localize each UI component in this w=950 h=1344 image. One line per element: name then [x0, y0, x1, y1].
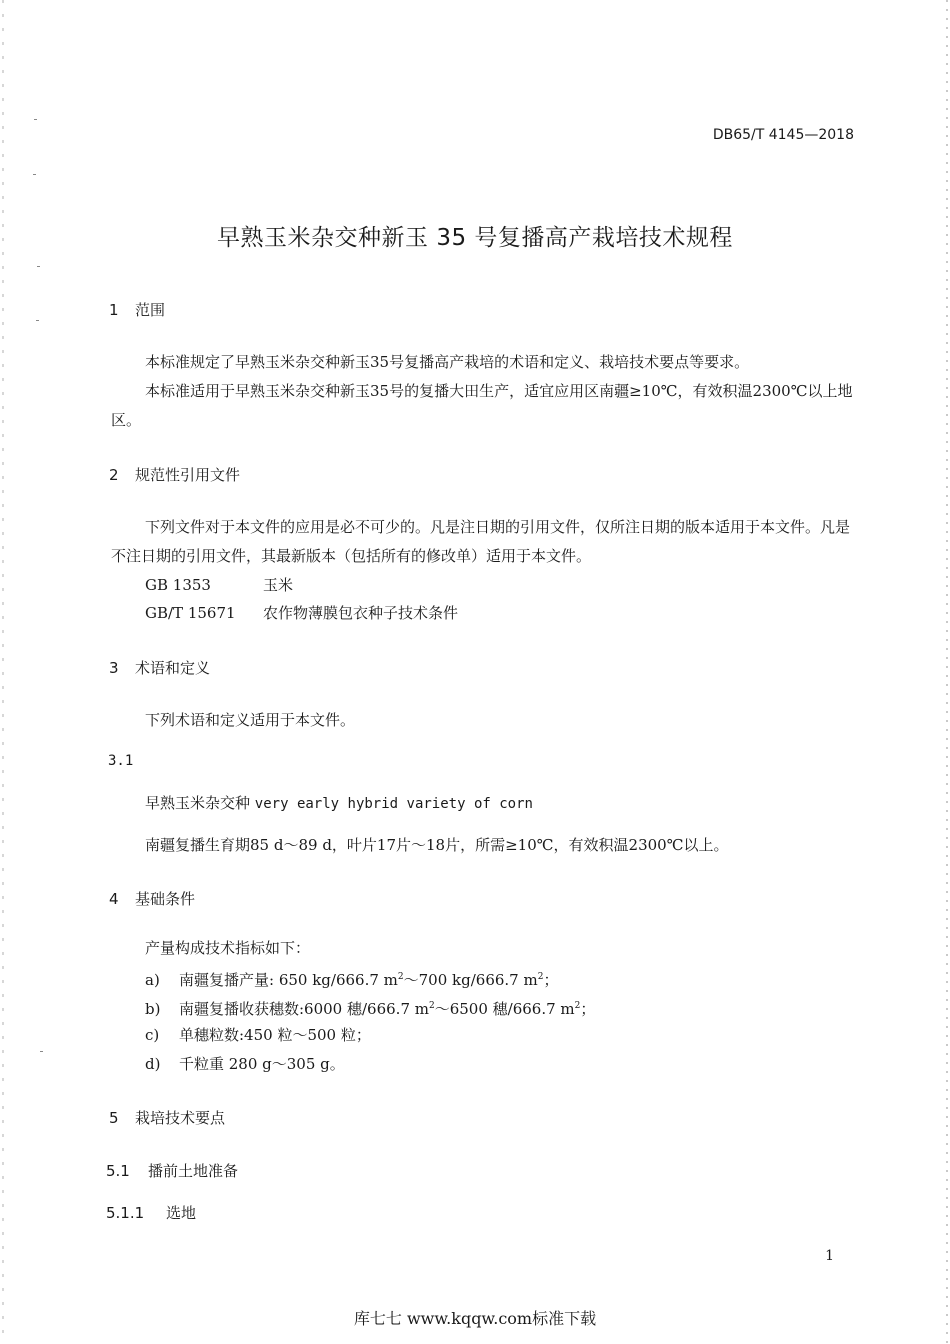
section-1-heading — [109, 299, 165, 320]
subsection-number: 5.1 — [106, 1162, 130, 1180]
section-title: 基础条件 — [135, 890, 196, 908]
section-1-paragraph-2: 本标准适用于早熟玉米杂交种新玉35号的复播大田生产，适宜应用区南疆≥10℃，有效积温2300℃以上地区。 — [111, 382, 853, 429]
scan-speck — [40, 1051, 43, 1052]
section-2-heading — [109, 464, 240, 485]
footer-watermark: 库七七 www.kqqw.com标准下载 — [353, 1309, 597, 1328]
reference-name: 玉米 — [263, 576, 294, 594]
list-item — [145, 992, 595, 1024]
section-title: 术语和定义 — [135, 659, 211, 677]
section-4-heading — [109, 888, 195, 909]
section-title: 规范性引用文件 — [135, 466, 241, 484]
subsection-title: 选地 — [166, 1204, 197, 1222]
section-number: 1 — [109, 301, 119, 319]
list-marker: a) — [145, 971, 160, 989]
list-item — [145, 1021, 371, 1050]
section-number: 3 — [109, 659, 119, 677]
scan-speck — [33, 174, 36, 175]
subsection-number: 5.1.1 — [106, 1204, 145, 1222]
section-3-paragraph-1: 下列术语和定义适用于本文件。 — [145, 711, 356, 729]
subsection-3-1-number: 3.1 — [108, 753, 134, 769]
reference-row — [145, 571, 293, 600]
list-text: 南疆复播产量: 650 kg/666.7 m — [179, 971, 398, 989]
superscript: 2 — [428, 1001, 435, 1011]
term-definition: 南疆复播生育期85 d～89 d，叶片17片～18片，所需≥10℃，有效积温2300℃以上。 — [145, 836, 729, 854]
scan-speck — [37, 266, 40, 267]
subsection-title: 播前土地准备 — [148, 1162, 239, 1180]
subsection-5-1-1-heading — [106, 1202, 196, 1223]
section-title: 栽培技术要点 — [135, 1109, 226, 1127]
section-title: 范围 — [135, 301, 166, 319]
section-number: 2 — [109, 466, 119, 484]
section-2-paragraph-1: 下列文件对于本文件的应用是必不可少的。凡是注日期的引用文件，仅所注日期的版本适用于本文件。凡是不注日期的引用文件，其最新版本（包括所有的修改单）适用于本文件。 — [111, 518, 851, 565]
section-1-paragraph-1: 本标准规定了早熟玉米杂交种新玉35号复播高产栽培的术语和定义、栽培技术要点等要求。 — [145, 353, 750, 371]
superscript: 2 — [397, 972, 404, 982]
list-text: ～6500 穗/666.7 m — [434, 1000, 575, 1018]
list-marker: b) — [145, 1000, 161, 1018]
section-3-heading — [109, 657, 210, 678]
superscript: 2 — [537, 972, 544, 982]
list-text: 千粒重 280 g～305 g。 — [179, 1055, 345, 1073]
section-number: 5 — [109, 1109, 119, 1127]
scan-speck — [34, 119, 37, 120]
reference-name: 农作物薄膜包衣种子技术条件 — [263, 604, 459, 622]
standard-number: DB65/T 4145—2018 — [712, 127, 854, 143]
list-marker: c) — [145, 1026, 160, 1044]
reference-code: GB/T 15671 — [145, 604, 236, 622]
list-text: ～700 kg/666.7 m — [403, 971, 538, 989]
scan-edge-left — [2, 0, 4, 1344]
list-item — [145, 1050, 345, 1079]
list-text: ； — [580, 1000, 596, 1018]
scan-speck — [36, 320, 39, 321]
term-chinese: 早熟玉米杂交种 — [145, 794, 251, 812]
list-item — [145, 963, 558, 995]
subsection-5-1-heading — [106, 1160, 238, 1181]
term-entry — [145, 789, 533, 819]
page-title: 早熟玉米杂交种新玉 35 号复播高产栽培技术规程 — [217, 225, 733, 251]
page-number: 1 — [825, 1248, 834, 1264]
list-text: 单穗粒数:450 粒～500 粒； — [179, 1026, 371, 1044]
list-marker: d) — [145, 1055, 161, 1073]
list-text: ； — [543, 971, 559, 989]
reference-row — [145, 599, 458, 628]
section-number: 4 — [109, 890, 119, 908]
term-english: very early hybrid variety of corn — [254, 796, 533, 812]
superscript: 2 — [574, 1001, 581, 1011]
reference-code: GB 1353 — [145, 576, 211, 594]
list-text: 南疆复播收获穗数:6000 穗/666.7 m — [179, 1000, 429, 1018]
section-4-intro: 产量构成技术指标如下： — [145, 939, 311, 957]
scan-edge-right — [946, 0, 948, 1344]
section-5-heading — [109, 1107, 225, 1128]
